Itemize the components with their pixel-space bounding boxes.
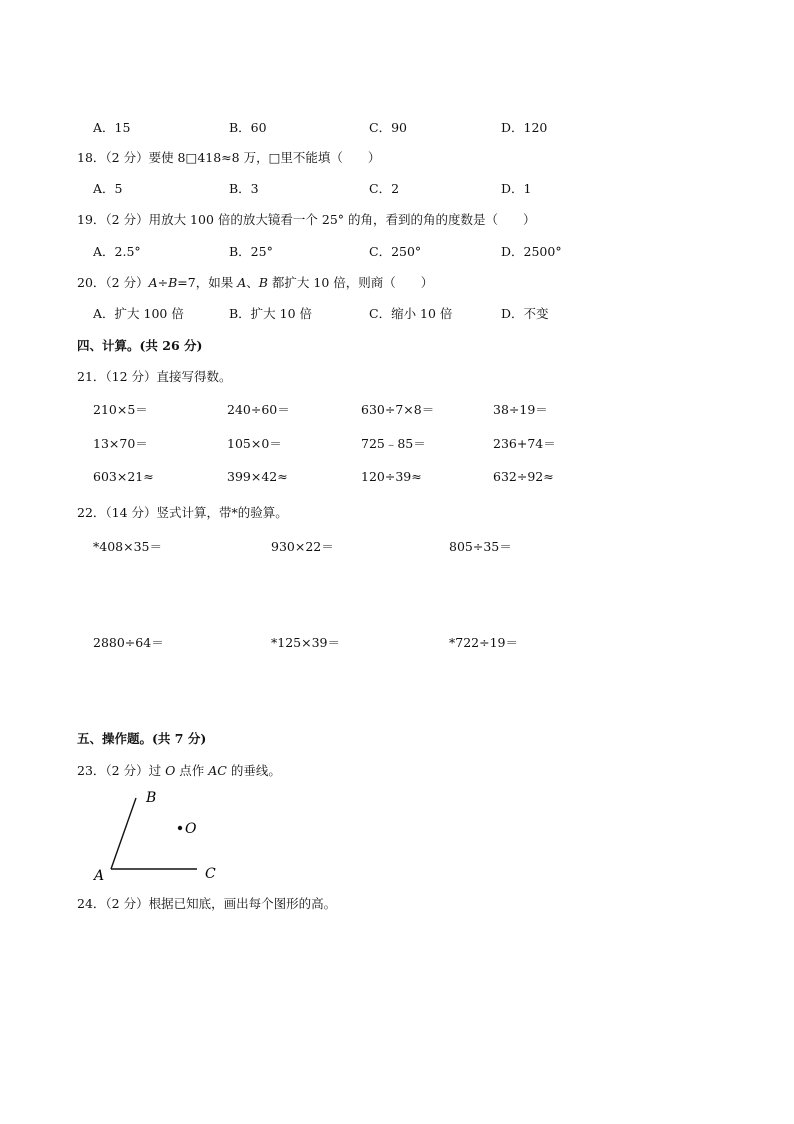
q20-end: 都扩大 10 倍，则商（ ） <box>267 275 434 290</box>
q19-stem: 19．（2 分）用放大 100 倍的放大镜看一个 25° 的角，看到的角的度数是（ ） <box>77 212 536 227</box>
q21-stem: 21．（12 分）直接写得数。 <box>77 369 232 384</box>
label-b: B <box>146 790 157 806</box>
q21-item: 105×0＝ <box>227 436 282 451</box>
q18-option-a[interactable]: A．5 <box>93 181 123 196</box>
q22-item: 805÷35＝ <box>449 539 512 554</box>
label-c: C <box>205 866 216 882</box>
q21-item: 240÷60＝ <box>227 402 290 417</box>
q20-prefix: 20．（2 分） <box>77 275 149 290</box>
q22-item: 2880÷64＝ <box>93 635 164 650</box>
q23-segment-ac: AC <box>208 763 227 778</box>
q21-item: 210×5＝ <box>93 402 148 417</box>
q20-var-a: A <box>148 275 158 290</box>
section-4-title: 四、计算。(共 26 分) <box>77 338 203 353</box>
q18-option-d[interactable]: D．1 <box>501 181 532 196</box>
q20-option-d[interactable]: D．不变 <box>501 306 549 321</box>
q21-item: 630÷7×8＝ <box>361 402 435 417</box>
q21-item: 603×21≈ <box>93 469 154 484</box>
ray-ab <box>111 798 136 869</box>
q18-option-b[interactable]: B．3 <box>229 181 259 196</box>
q23-stem <box>77 761 281 779</box>
q22-stem: 22．（14 分）竖式计算，带*的验算。 <box>77 505 288 520</box>
q21-item: 236+74＝ <box>493 436 556 451</box>
q20-option-c[interactable]: C．缩小 10 倍 <box>369 306 453 321</box>
q20-div: ÷ <box>157 275 169 290</box>
q18-option-c[interactable]: C．2 <box>369 181 400 196</box>
q22-item: *125×39＝ <box>271 635 340 650</box>
q20-mid: =7，如果 <box>177 275 238 290</box>
q23-end: 的垂线。 <box>226 763 281 778</box>
q19-option-c[interactable]: C．250° <box>369 244 422 259</box>
q24-stem: 24．（2 分）根据已知底，画出每个图形的高。 <box>77 896 337 911</box>
q21-item: 120÷39≈ <box>361 469 422 484</box>
q20-var-b: B <box>168 275 178 290</box>
q19-option-d[interactable]: D．2500° <box>501 244 562 259</box>
q20-var-a2: A <box>237 275 247 290</box>
q19-option-a[interactable]: A．2.5° <box>93 244 141 259</box>
q20-stem <box>77 273 433 291</box>
q23-prefix: 23．（2 分）过 <box>77 763 166 778</box>
q21-item: 632÷92≈ <box>493 469 554 484</box>
q21-item: 399×42≈ <box>227 469 288 484</box>
q22-item: 930×22＝ <box>271 539 334 554</box>
q23-mid: 点作 <box>175 763 209 778</box>
q21-item: 13×70＝ <box>93 436 148 451</box>
q17-option-c[interactable]: C．90 <box>369 120 407 135</box>
label-a: A <box>94 868 105 882</box>
q23-angle-figure <box>85 782 235 882</box>
point-o-dot <box>178 826 182 830</box>
q19-option-b[interactable]: B．25° <box>229 244 273 259</box>
label-o: O <box>185 821 197 837</box>
q17-option-a[interactable]: A．15 <box>93 120 131 135</box>
q20-option-a[interactable]: A．扩大 100 倍 <box>93 306 184 321</box>
q17-option-b[interactable]: B．60 <box>229 120 267 135</box>
q20-option-b[interactable]: B．扩大 10 倍 <box>229 306 313 321</box>
q18-stem: 18．（2 分）要使 8□418≈8 万，□里不能填（ ） <box>77 150 381 165</box>
q21-item: 38÷19＝ <box>493 402 548 417</box>
q23-point-o: O <box>165 763 176 778</box>
q22-item: *722÷19＝ <box>449 635 518 650</box>
q20-var-b2: B <box>258 275 268 290</box>
q20-sep: 、 <box>246 275 259 290</box>
section-5-title: 五、操作题。(共 7 分) <box>77 731 207 746</box>
q17-option-d[interactable]: D．120 <box>501 120 548 135</box>
q22-item: *408×35＝ <box>93 539 162 554</box>
q21-item: 725﹣85＝ <box>361 436 426 451</box>
